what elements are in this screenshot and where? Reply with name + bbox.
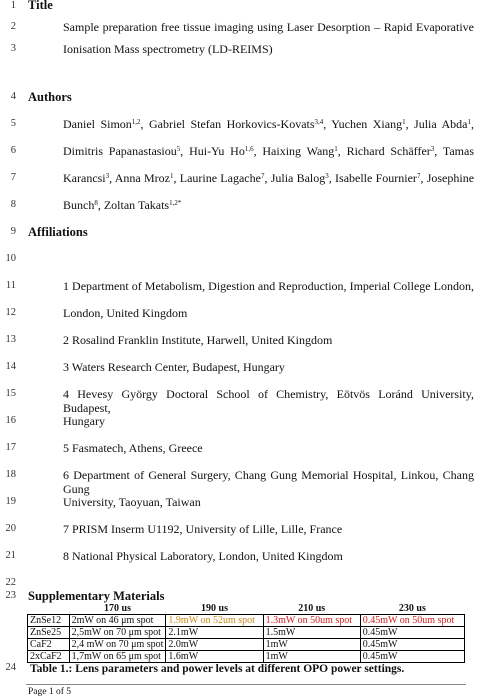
footer-divider [26, 684, 466, 685]
table-row [28, 651, 465, 663]
table-cell: 2xCaF2 [28, 651, 70, 663]
affiliation-line: Hungary [63, 414, 105, 428]
line-number: 6 [10, 145, 16, 156]
authors-line [63, 171, 474, 185]
affiliation-line: University, Taoyuan, Taiwan [63, 495, 201, 509]
line-number: 3 [10, 43, 16, 54]
line-number: 11 [5, 280, 16, 291]
table-cell: 2,4 mW on 70 μm spot [69, 639, 166, 651]
author-text: , Laurine Lagache [173, 171, 261, 185]
affiliation-marker: 3 [105, 172, 110, 180]
line-number: 10 [5, 253, 16, 264]
line-number: 15 [5, 388, 16, 399]
affiliation-marker: 1,2 [131, 118, 141, 126]
affiliation-marker: 1,2* [169, 199, 182, 207]
author-text: , Yuchen Xiang [323, 117, 403, 131]
line-number: 19 [5, 496, 16, 507]
line-number: 14 [5, 361, 16, 372]
table-header-cell: 170 us [104, 603, 131, 614]
line-number: 1 [10, 0, 16, 11]
table-header-cell [28, 603, 70, 615]
table-cell: 0.45mW [360, 651, 464, 663]
page-footer: Page 1 of 5 [28, 687, 72, 697]
affiliation-line: 5 Fasmatech, Athens, Greece [63, 441, 203, 455]
table-cell: 1,7mW on 65 μm spot [69, 651, 166, 663]
affiliations-heading: Affiliations [28, 225, 88, 239]
table-cell: 1.5mW [263, 627, 360, 639]
author-text: , Anna Mroz [109, 171, 170, 185]
author-text: Karancsi [63, 171, 106, 185]
author-text: , Julia Balog [264, 171, 326, 185]
line-number: 18 [5, 469, 16, 480]
author-text: , [471, 117, 475, 131]
affiliation-marker: 8 [94, 199, 98, 207]
line-number: 2 [10, 21, 16, 32]
affiliation-line: 7 PRISM Inserm U1192, University of Lille, Lille, France [63, 522, 343, 536]
table-cell: 2,5mW on 70 μm spot [69, 627, 166, 639]
table-caption: Table 1.: Lens parameters and power levels at different OPO power settings. [30, 663, 405, 675]
author-text: , Josephine [420, 171, 475, 185]
table-header-cell: 210 us [298, 603, 326, 614]
author-text: , Tamas [434, 144, 474, 158]
affiliation-line: 8 National Physical Laboratory, London, United Kingdom [63, 549, 343, 563]
table-cell: ZnSe25 [28, 627, 70, 639]
affiliation-marker: 3 [430, 145, 435, 153]
affiliation-marker: 1 [467, 118, 472, 126]
table-header-cell: 230 us [398, 603, 426, 614]
line-number: 5 [10, 118, 16, 129]
table-row [28, 639, 465, 651]
authors-line [63, 198, 181, 212]
table-cell: 2.0mW [166, 639, 263, 651]
line-number: 24 [5, 662, 16, 673]
line-number: 21 [5, 550, 16, 561]
affiliation-marker: 7 [416, 172, 421, 180]
author-text: , Gabriel Stefan Horkovics-Kovats [140, 117, 315, 131]
title-line: Ionisation Mass spectrometry (LD-REIMS) [63, 42, 273, 56]
table-cell: 1mW [263, 639, 360, 651]
affiliation-marker: 1 [402, 118, 406, 126]
affiliation-line: 3 Waters Research Center, Budapest, Hungary [63, 360, 285, 374]
authors-line [63, 117, 474, 131]
table-row [28, 615, 465, 627]
line-number: 20 [5, 523, 16, 534]
table-header-row [28, 603, 465, 615]
affiliation-marker: 3 [325, 172, 329, 180]
affiliation-marker: 1 [334, 145, 338, 153]
table-cell: 0.45mW on 50um spot [360, 615, 464, 627]
table-cell: 1.6mW [166, 651, 263, 663]
table-cell: 1.9mW on 52um spot [166, 615, 263, 627]
line-number: 7 [10, 172, 16, 183]
line-number: 8 [10, 199, 16, 210]
line-number: 12 [5, 307, 16, 318]
table-cell: 1.3mW on 50um spot [263, 615, 360, 627]
table-cell: 0.45mW [360, 639, 464, 651]
table-cell: 1mW [263, 651, 360, 663]
author-text: , Richard Schäffer [337, 144, 431, 158]
author-text: , Haixing Wang [253, 144, 335, 158]
line-number: 23 [5, 590, 16, 601]
affiliation-line: London, United Kingdom [63, 306, 188, 320]
line-number: 22 [5, 577, 16, 588]
author-text: Daniel Simon [63, 117, 132, 131]
table-header-cell: 190 us [201, 603, 228, 614]
line-number: 17 [5, 442, 16, 453]
line-number: 13 [5, 334, 16, 345]
supplementary-heading: Supplementary Materials [28, 589, 165, 603]
affiliation-marker: 3,4 [314, 118, 324, 126]
affiliation-line: 1 Department of Metabolism, Digestion and Reproduction, Imperial College London, [63, 279, 474, 293]
lens-parameters-table [27, 603, 465, 663]
authors-heading: Authors [28, 90, 72, 104]
author-text: , Isabelle Fournier [328, 171, 417, 185]
authors-line [63, 144, 474, 158]
table-cell: 2mW on 46 μm spot [69, 615, 166, 627]
line-number: 16 [5, 415, 16, 426]
affiliation-marker: 7 [260, 172, 265, 180]
table-cell: 2.1mW [166, 627, 263, 639]
affiliation-marker: 1 [169, 172, 174, 180]
table-cell: 0.45mW [360, 627, 464, 639]
affiliation-line: 2 Rosalind Franklin Institute, Harwell, United Kingdom [63, 333, 333, 347]
author-text: , Hui-Yu Ho [180, 144, 245, 158]
table-cell: ZnSe12 [28, 615, 70, 627]
line-number: 4 [10, 91, 16, 102]
table-row [28, 627, 465, 639]
title-line: Sample preparation free tissue imaging using Laser Desorption – Rapid Evaporative [63, 20, 474, 34]
affiliation-line: 6 Department of General Surgery, Chang Gung Memorial Hospital, Linkou, Chang Gung [63, 468, 474, 496]
author-text: Dimitris Papanastasiou [63, 144, 177, 158]
table-cell: CaF2 [28, 639, 70, 651]
author-text: Bunch [63, 198, 95, 212]
line-number: 9 [10, 226, 16, 237]
author-text: , Zoltan Takats [97, 198, 170, 212]
affiliation-marker: 5 [176, 145, 181, 153]
author-text: , Julia Abda [405, 117, 468, 131]
affiliation-marker: 1,6 [244, 145, 254, 153]
title-heading: Title [28, 0, 53, 12]
affiliation-line: 4 Hevesy György Doctoral School of Chemistry, Eötvös Loránd University, Budapest, [63, 387, 474, 415]
